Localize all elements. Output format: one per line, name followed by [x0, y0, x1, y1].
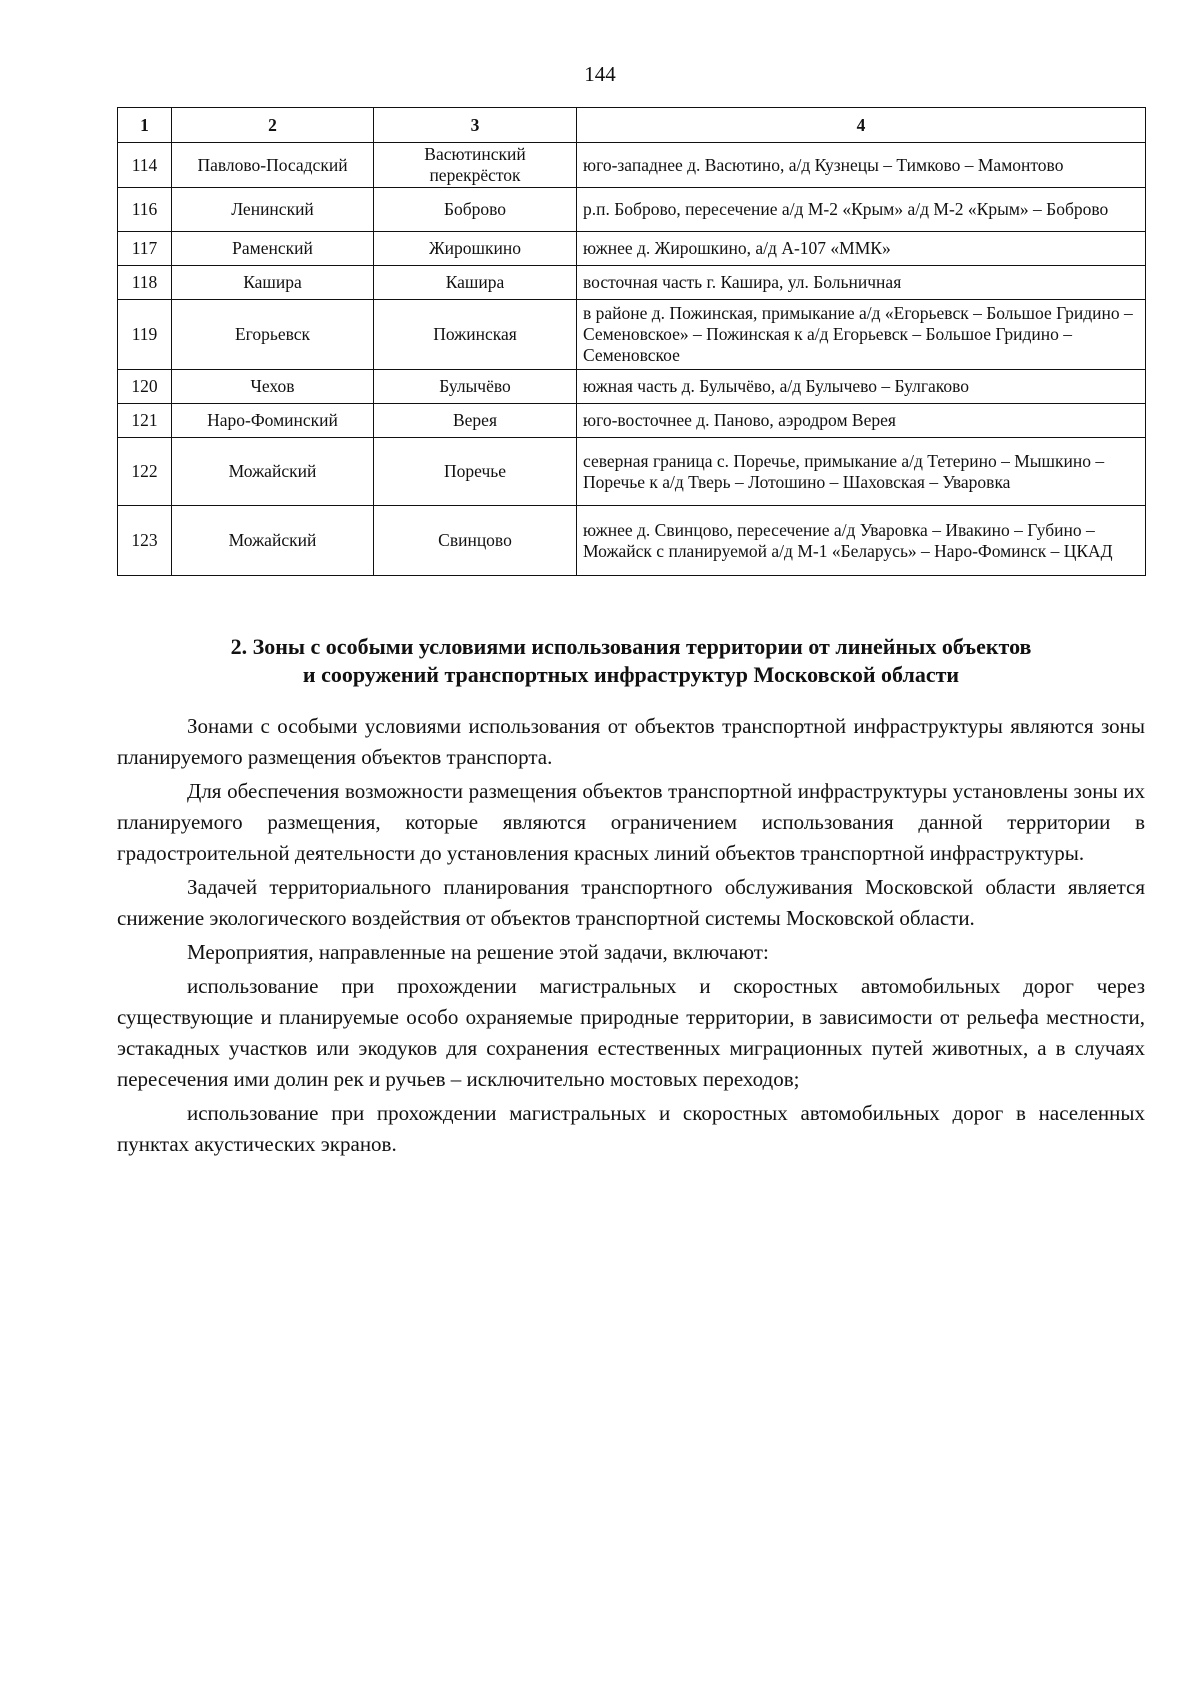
table-row	[118, 438, 1146, 506]
table-row	[118, 300, 1146, 370]
row-location: в районе д. Пожинская, примыкание а/д «Егорьевск – Большое Гридино – Семеновское» – Пожинская к а/д Егорьевск – Большое Гридино – Семеновское	[577, 300, 1146, 370]
table-row	[118, 188, 1146, 232]
row-name: Боброво	[374, 188, 577, 232]
row-district: Кашира	[172, 266, 374, 300]
table-row	[118, 370, 1146, 404]
row-district: Павлово-Посадский	[172, 143, 374, 188]
row-number: 122	[118, 438, 172, 506]
row-location: северная граница с. Поречье, примыкание а/д Тетерино – Мышкино – Поречье к а/д Тверь – Лотошино – Шаховская – Уваровка	[577, 438, 1146, 506]
row-number: 123	[118, 506, 172, 576]
row-district: Раменский	[172, 232, 374, 266]
table-row	[118, 143, 1146, 188]
row-name: Поречье	[374, 438, 577, 506]
row-name: Жирошкино	[374, 232, 577, 266]
row-number: 114	[118, 143, 172, 188]
section-body	[117, 711, 1145, 1163]
row-district: Можайский	[172, 438, 374, 506]
section-heading-line-1: 2. Зоны с особыми условиями использования территории от линейных объектов	[230, 634, 1032, 659]
row-number: 120	[118, 370, 172, 404]
table-row	[118, 506, 1146, 576]
row-location: южная часть д. Булычёво, а/д Булычево – Булгаково	[577, 370, 1146, 404]
row-name: Васютинский перекрёсток	[374, 143, 577, 188]
row-district: Можайский	[172, 506, 374, 576]
row-location: юго-восточнее д. Паново, аэродром Верея	[577, 404, 1146, 438]
row-location: р.п. Боброво, пересечение а/д М-2 «Крым» а/д М-2 «Крым» – Боброво	[577, 188, 1146, 232]
page-number: 144	[584, 62, 616, 86]
paragraph: Задачей территориального планирования транспортного обслуживания Московской области является снижение экологического воздействия от объектов транспортной системы Московской области.	[117, 875, 1145, 930]
header-col-2: 2	[172, 108, 374, 143]
row-location: восточная часть г. Кашира, ул. Больничная	[577, 266, 1146, 300]
paragraph: Зонами с особыми условиями использования от объектов транспортной инфраструктуры являются зоны планируемого размещения объектов транспорта.	[117, 714, 1145, 769]
header-col-4: 4	[577, 108, 1146, 143]
row-district: Ленинский	[172, 188, 374, 232]
table-row	[118, 232, 1146, 266]
row-name: Кашира	[374, 266, 577, 300]
table-row	[118, 404, 1146, 438]
row-name: Пожинская	[374, 300, 577, 370]
paragraph: использование при прохождении магистральных и скоростных автомобильных дорог через существующие и планируемые особо охраняемые природные территории, в зависимости от рельефа местности, эстакадных участков или экодуков для сохранения естественных миграционных путей животных, а в случаях пересечения ими долин рек и ручьев – исключительно мостовых переходов;	[117, 974, 1145, 1091]
row-district: Наро-Фоминский	[172, 404, 374, 438]
section-heading	[117, 633, 1145, 689]
row-location: юго-западнее д. Васютино, а/д Кузнецы – Тимково – Мамонтово	[577, 143, 1146, 188]
table-row	[118, 266, 1146, 300]
row-name: Булычёво	[374, 370, 577, 404]
paragraph: использование при прохождении магистральных и скоростных автомобильных дорог в населенных пунктах акустических экранов.	[117, 1101, 1145, 1156]
section-heading-line-2: и сооружений транспортных инфраструктур Московской области	[302, 662, 960, 687]
header-col-1: 1	[118, 108, 172, 143]
row-number: 119	[118, 300, 172, 370]
zones-table	[117, 107, 1146, 576]
table-header-row	[118, 108, 1146, 143]
row-district: Чехов	[172, 370, 374, 404]
row-name: Свинцово	[374, 506, 577, 576]
row-location: южнее д. Свинцово, пересечение а/д Уваровка – Ивакино – Губино – Можайск с планируемой а/д М-1 «Беларусь» – Наро-Фоминск – ЦКАД	[577, 506, 1146, 576]
row-number: 118	[118, 266, 172, 300]
row-name: Верея	[374, 404, 577, 438]
row-district: Егорьевск	[172, 300, 374, 370]
paragraph: Для обеспечения возможности размещения объектов транспортной инфраструктуры установлены зоны их планируемого размещения, которые являются ограничением использования данной территории в градостроительной деятельности до установления красных линий объектов транспортной инфраструктуры.	[117, 779, 1145, 865]
header-col-3: 3	[374, 108, 577, 143]
row-number: 116	[118, 188, 172, 232]
row-number: 121	[118, 404, 172, 438]
row-location: южнее д. Жирошкино, а/д А-107 «ММК»	[577, 232, 1146, 266]
row-number: 117	[118, 232, 172, 266]
paragraph: Мероприятия, направленные на решение этой задачи, включают:	[187, 940, 769, 964]
